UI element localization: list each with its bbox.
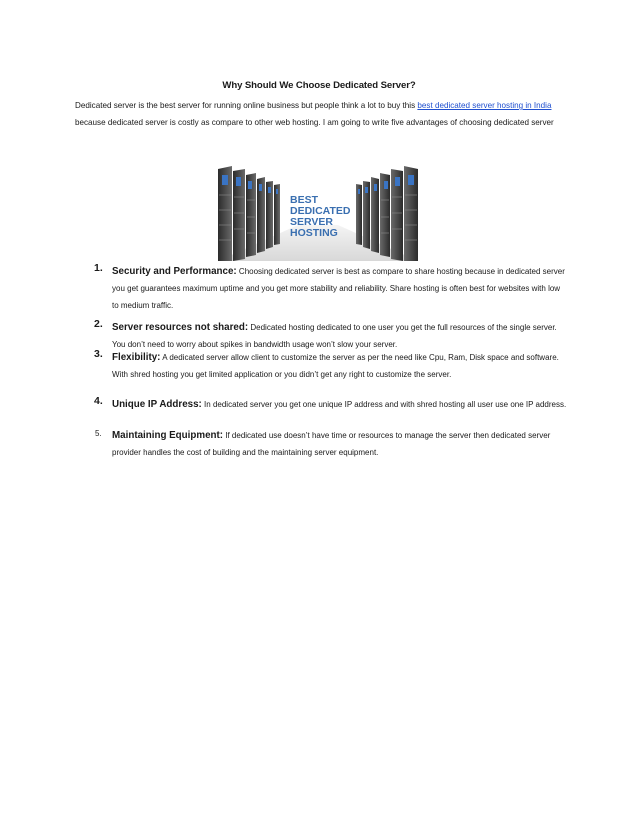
list-item-text: Choosing dedicated server is best as compare to share hosting because in dedicated server you get guarantees maximum uptime and you get more stability and reliability. Share hosting is often best for websites with low to medium traffic. — [112, 267, 565, 310]
page-title: Why Should We Choose Dedicated Server? — [222, 80, 416, 91]
hero-line-4: HOSTING — [290, 227, 338, 239]
list-number: 4. — [94, 395, 103, 407]
server-hosting-image — [218, 155, 418, 261]
intro-text-before: Dedicated server is the best server for running online business but people think a lot to buy this — [75, 101, 418, 110]
list-item-body — [112, 319, 567, 353]
list-number: 1. — [94, 262, 103, 274]
list-item-heading: Unique IP Address: — [112, 399, 202, 410]
list-item-body — [112, 349, 567, 383]
intro-paragraph — [75, 98, 571, 131]
best-dedicated-server-link[interactable]: best dedicated server hosting in India — [417, 101, 552, 110]
server-racks-illustration — [218, 155, 418, 261]
list-item-text: A dedicated server allow client to customize the server as per the need like Cpu, Ram, Disk space and software. With shred hosting you get limited application or you didn’t get any right to customize the server. — [112, 353, 559, 379]
list-item-text: If dedicated use doesn’t have time or resources to manage the server then dedicated server provider handles the cost of building and the maintaining server equipment. — [112, 431, 551, 457]
intro-text-after: because dedicated server is costly as compare to other web hosting. I am going to write five advantages of choosing dedicated server — [75, 117, 554, 127]
list-item-heading: Security and Performance: — [112, 266, 237, 277]
list-item-heading: Server resources not shared: — [112, 322, 249, 333]
list-number: 5. — [95, 429, 102, 438]
list-item-body — [112, 263, 567, 314]
list-number: 2. — [94, 318, 103, 330]
list-item-body — [112, 396, 567, 413]
list-item-text: Dedicated hosting dedicated to one user you get the full resources of the single server. You don’t need to worry about spikes in bandwidth usage won’t slow your server. — [112, 323, 557, 349]
list-number: 3. — [94, 348, 103, 360]
hero-line-1: BEST — [290, 194, 319, 206]
hero-line-3: SERVER — [290, 216, 333, 228]
list-item-body — [112, 427, 567, 461]
hero-line-2: DEDICATED — [290, 205, 351, 217]
list-item-text: In dedicated server you get one unique IP address and with shred hosting all user use one IP address. — [201, 400, 567, 409]
list-item-heading: Flexibility: — [112, 352, 161, 363]
list-item-heading: Maintaining Equipment: — [112, 430, 224, 441]
